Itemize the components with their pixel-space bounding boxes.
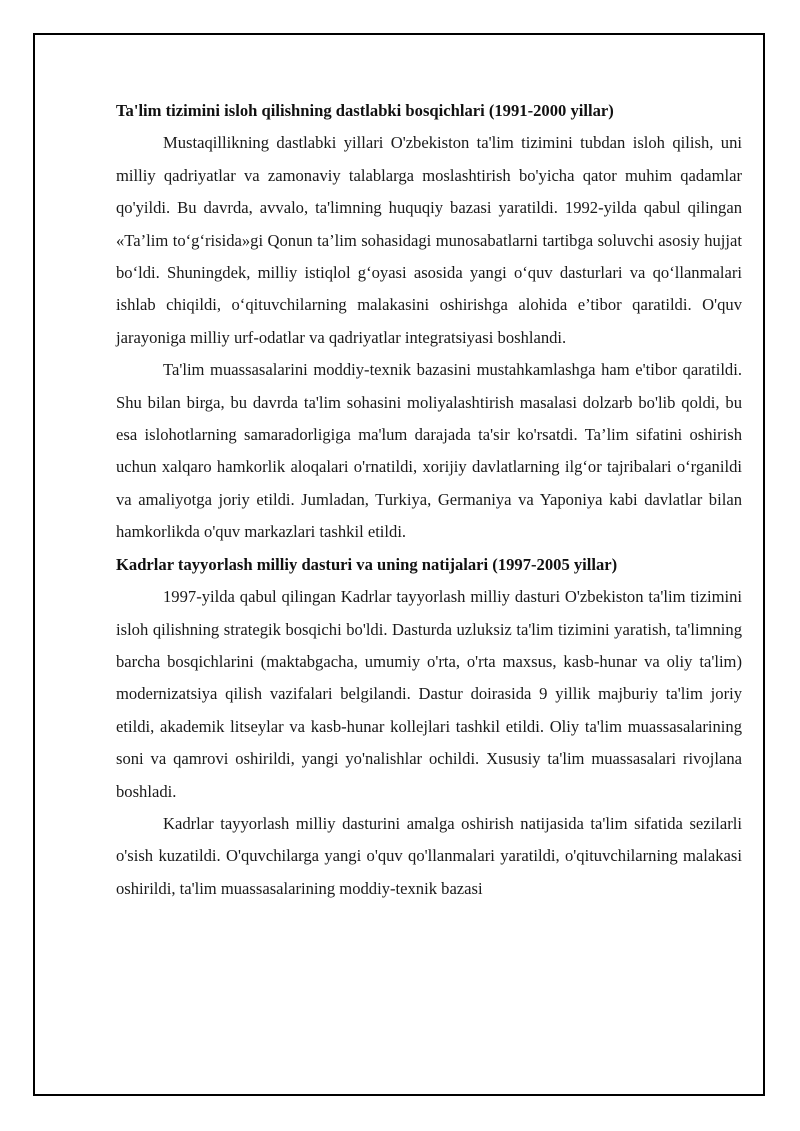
section-heading: Kadrlar tayyorlash milliy dasturi va uning natijalari (1997-2005 yillar) <box>116 554 618 574</box>
paragraph: 1997-yilda qabul qilingan Kadrlar tayyorlash milliy dasturi O'zbekiston ta'lim tizimini isloh qilishning strategik bosqichi bo'ldi. Dasturda uzluksiz ta'lim tizimini yaratish, ta'limning barcha bosqichlarini (maktabgacha, umumiy o'rta, o'rta maxsus, kasb-hunar va oliy ta'lim) modernizatsiya qilish vazifalari belgilandi. Dastur doirasida 9 yillik majburiy ta'lim joriy etildi, akademik litseylar va kasb-hunar kollejlari tashkil etildi. Oliy ta'lim muassasalarining soni va qamrovi oshirildi, yangi yo'nalishlar ochildi. Xususiy ta'lim muassasalari rivojlana boshladi. <box>116 587 742 801</box>
section-heading: Ta'lim tizimini isloh qilishning dastlabki bosqichlari (1991-2000 yillar) <box>116 101 614 120</box>
document-body <box>116 95 742 905</box>
paragraph: Mustaqillikning dastlabki yillari O'zbekiston ta'lim tizimini tubdan isloh qilish, uni milliy qadriyatlar va zamonaviy talablarga moslashtirish bo'yicha qator muhim qadamlar qo'yildi. Bu davrda, avvalo, ta'limning huquqiy bazasi yaratildi. 1992-yilda qabul qilingan «Ta’lim to‘g‘risida»gi Qonun ta’lim sohasidagi munosabatlarni tartibga soluvchi asosiy hujjat bo‘ldi. Shuningdek, milliy istiqlol g‘oyasi asosida yangi o‘quv dasturlari va qo‘llanmalari ishlab chiqildi, o‘qituvchilarning malakasini oshirishga alohida e’tibor qaratildi. O'quv jarayoniga milliy urf-odatlar va qadriyatlar integratsiyasi boshlandi. <box>116 133 742 347</box>
paragraph: Ta'lim muassasalarini moddiy-texnik bazasini mustahkamlashga ham e'tibor qaratildi. Shu bilan birga, bu davrda ta'lim sohasini moliyalashtirish masalasi dolzarb bo'lib qoldi, bu esa islohotlarning samaradorligiga ma'lum darajada ta'sir ko'rsatdi. Ta’lim sifatini oshirish uchun xalqaro hamkorlik aloqalari o'rnatildi, xorijiy davlatlarning ilg‘or tajribalari o‘rganildi va amaliyotga joriy etildi. Jumladan, Turkiya, Germaniya va Yaponiya kabi davlatlar bilan hamkorlikda o'quv markazlari tashkil etildi. <box>116 360 742 542</box>
paragraph: Kadrlar tayyorlash milliy dasturini amalga oshirish natijasida ta'lim sifatida sezilarli o'sish kuzatildi. O'quvchilarga yangi o'quv qo'llanmalari yaratildi, o'qituvchilarning malakasi oshirildi, ta'lim muassasalarining moddiy-texnik bazasi <box>116 813 742 898</box>
